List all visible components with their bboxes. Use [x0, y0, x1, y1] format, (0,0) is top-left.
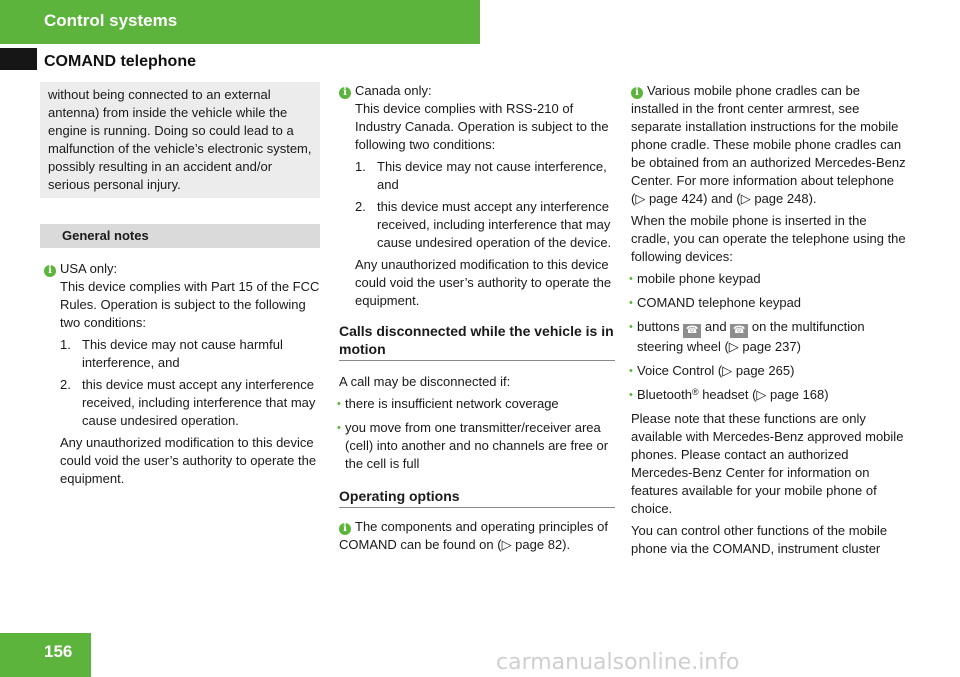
calls-heading: Calls disconnected while the vehicle is in motion	[339, 322, 615, 361]
info-icon: i	[631, 87, 643, 99]
warning-text: without being connected to an external antenna) from inside the vehicle while the engine is running. Doing so could lead to a malfunction of the vehicle’s electronic system, possibly resulting in an accident and/or serious personal injury.	[48, 87, 312, 192]
list-item: • Voice Control (▷ page 265)	[631, 362, 909, 380]
usa-conditions-list	[44, 336, 320, 430]
phone-pickup-icon: ☎	[683, 324, 701, 338]
list-item: • mobile phone keypad	[631, 270, 909, 288]
section-header	[0, 0, 480, 44]
canada-title: Canada only:	[355, 83, 432, 98]
column-right	[631, 82, 909, 558]
general-notes-heading: General notes	[40, 224, 320, 248]
subsection-marker	[0, 48, 37, 70]
usa-footer: Any unauthorized modification to this device could void the user’s authority to operate the equipment.	[60, 435, 317, 486]
control-text: You can control other functions of the mobile phone via the COMAND, instrument cluster	[631, 523, 888, 556]
calls-intro: A call may be disconnected if:	[339, 374, 511, 389]
canada-intro: This device complies with RSS-210 of Industry Canada. Operation is subject to the following two conditions:	[355, 101, 609, 152]
list-item: • you move from one transmitter/receiver area (cell) into another and no channels are free or the cell is full	[339, 419, 615, 473]
list-item: • Bluetooth® headset (▷ page 168)	[631, 386, 909, 404]
phone-hangup-icon: ☎	[730, 324, 748, 338]
info-icon: i	[44, 265, 56, 277]
operating-heading: Operating options	[339, 487, 615, 508]
section-title: Control systems	[44, 11, 178, 30]
usa-title: USA only:	[60, 261, 118, 276]
list-item: 1. This device may not cause harmful interference, and	[60, 337, 283, 370]
cradle-note: Various mobile phone cradles can be installed in the front center armrest, see separate installation instructions for the mobile phone cradle. These mobile phone cradles can be obtained from an authorized Mercedes-Benz Center. For more information about telephone (▷ page 424) and (▷ page 248).	[631, 83, 906, 206]
when-text: When the mobile phone is inserted in the cradle, you can operate the telephone using the following devices:	[631, 213, 906, 264]
column-left	[44, 82, 320, 488]
list-item: 2. this device must accept any interference received, including interference that may cause undesired operation of the device.	[355, 199, 612, 250]
column-middle	[339, 82, 615, 554]
page-number-box	[0, 633, 91, 677]
page-number: 156	[44, 642, 73, 661]
list-item: • there is insufficient network coverage	[339, 395, 615, 413]
list-item: • COMAND telephone keypad	[631, 294, 909, 312]
info-icon: i	[339, 87, 351, 99]
subsection-title: COMAND telephone	[44, 53, 196, 70]
list-item: • buttons ☎ and ☎ on the multifunction steering wheel (▷ page 237)	[631, 318, 909, 356]
list-item: 1. This device may not cause interference, and	[355, 159, 607, 192]
canada-conditions-list	[339, 158, 615, 252]
info-icon: i	[339, 523, 351, 535]
calls-list	[339, 395, 615, 473]
watermark: carmanualsonline.info	[496, 650, 740, 675]
list-item: 2. this device must accept any interference received, including interference that may cause undesired operation.	[60, 377, 316, 428]
usa-intro: This device complies with Part 15 of the FCC Rules. Operation is subject to the following two conditions:	[60, 279, 320, 330]
devices-list	[631, 270, 909, 404]
please-note: Please note that these functions are only available with Mercedes-Benz approved mobile phones. Please contact an authorized Mercedes-Benz Center for information on features available for your mobile phone of choice.	[631, 411, 904, 516]
canada-footer: Any unauthorized modification to this device could void the user’s authority to operate the equipment.	[355, 257, 612, 308]
warning-box	[40, 82, 320, 198]
operating-note: The components and operating principles of COMAND can be found on (▷ page 82).	[339, 519, 608, 552]
